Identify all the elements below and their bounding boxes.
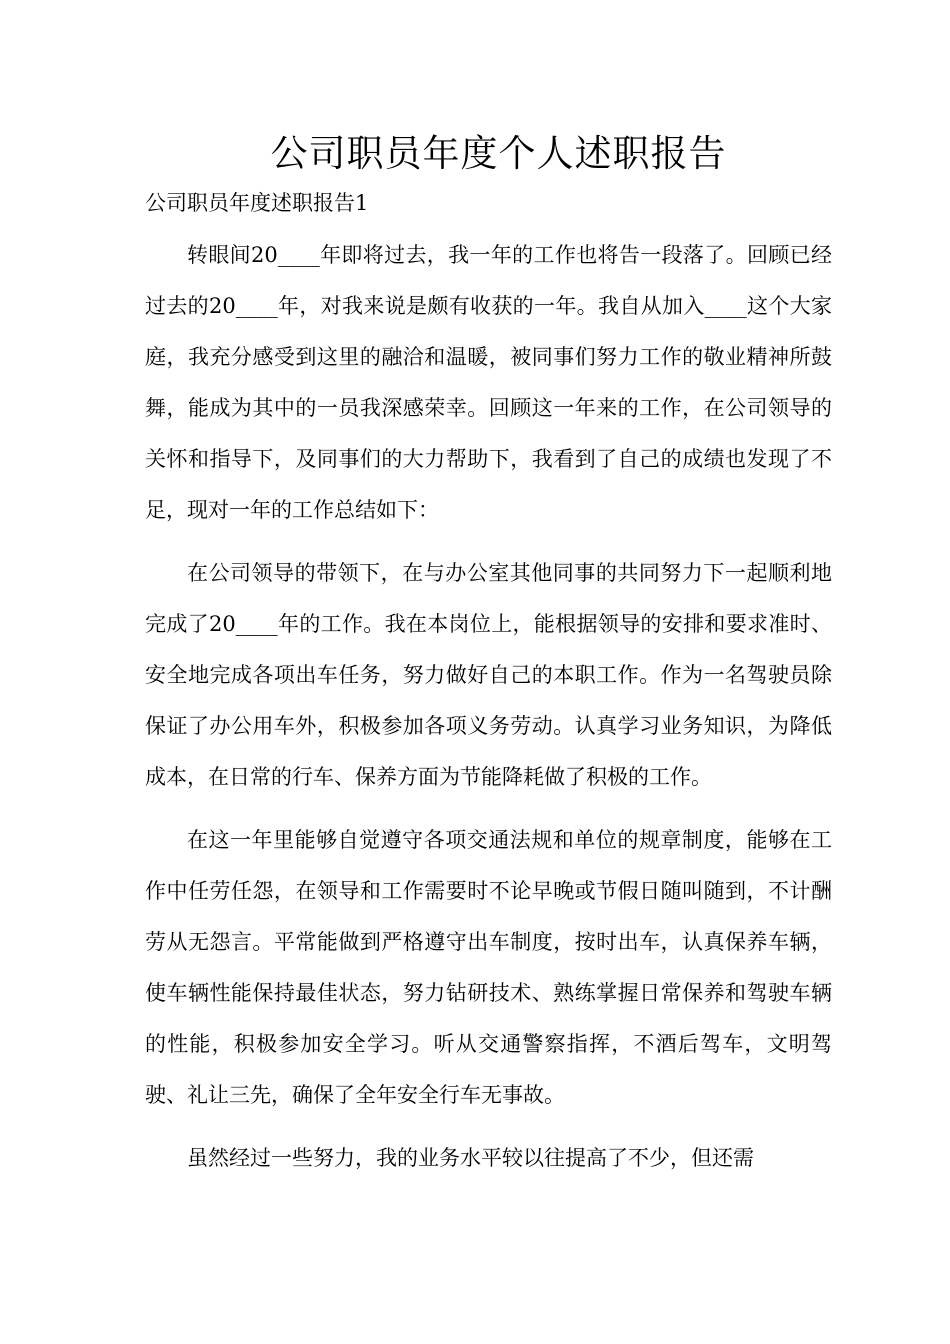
document-title: 公司职员年度个人述职报告: [270, 132, 727, 175]
document-subtitle: 公司职员年度述职报告1: [145, 191, 369, 215]
paragraph-1: 转眼间20____年即将过去，我一年的工作也将告一段落了。回顾已经过去的20____年，对我来说是颇有收获的一年。我自从加入____这个大家庭，我充分感受到这里的融洽和温暖，被同事们努力工作的敬业精神所鼓舞，能成为其中的一员我深感荣幸。回顾这一年来的工作，在公司领导的关怀和指导下，及同事们的大力帮助下，我看到了自己的成绩也发现了不足，现对一年的工作总结如下：: [145, 243, 832, 522]
paragraph-4: 虽然经过一些努力，我的业务水平较以往提高了不少，但还需: [187, 1146, 754, 1170]
paragraph-3: 在这一年里能够自觉遵守各项交通法规和单位的规章制度，能够在工作中任劳任怨，在领导和工作需要时不论早晚或节假日随叫随到，不计酬劳从无怨言。平常能做到严格遵守出车制度，按时出车，认真保养车辆，使车辆性能保持最佳状态，努力钻研技术、熟练掌握日常保养和驾驶车辆的性能，积极参加安全学习。听从交通警察指挥，不酒后驾车，文明驾驶、礼让三先，确保了全年安全行车无事故。: [145, 828, 832, 1107]
paragraph-2: 在公司领导的带领下，在与办公室其他同事的共同努力下一起顺利地完成了20____年的工作。我在本岗位上，能根据领导的安排和要求准时、安全地完成各项出车任务，努力做好自己的本职工作。作为一名驾驶员除保证了办公用车外，积极参加各项义务劳动。认真学习业务知识，为降低成本，在日常的行车、保养方面为节能降耗做了积极的工作。: [145, 561, 832, 789]
